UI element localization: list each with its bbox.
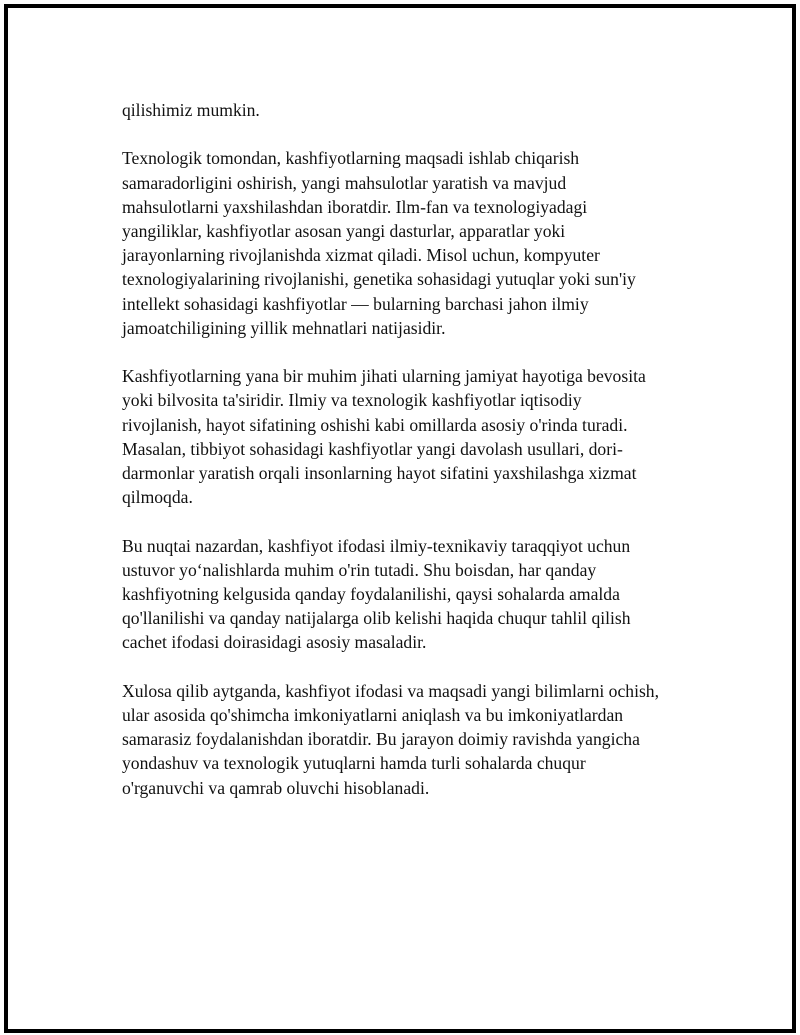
paragraph-2: Texnologik tomondan, kashfiyotlarning maqsadi ishlab chiqarish samaradorligini oshirish, yangi mahsulotlar yaratish va mavjud mahsulotlarni yaxshilashdan iboratdir. Ilm-fan va texnologiyadagi yangiliklar, kashfiyotlar asosan yangi dasturlar, apparatlar yoki jarayonlarning rivojlanishda xizmat qiladi. Misol uchun, kompyuter texnologiyalarining rivojlanishi, genetika sohasidagi yutuqlar yoki sun'iy intellekt sohasidagi kashfiyotlar — bularning barchasi jahon ilmiy jamoatchiligining yillik mehnatlari natijasidir. — [122, 148, 636, 338]
paragraph-5: Xulosa qilib aytganda, kashfiyot ifodasi va maqsadi yangi bilimlarni ochish, ular asosida qo'shimcha imkoniyatlarni aniqlash va bu imkoniyatlardan samarasiz foydalanishdan iboratdir. Bu jarayon doimiy ravishda yangicha yondashuv va texnologik yutuqlarni hamda turli sohalarda chuqur o'rganuvchi va qamrab oluvchi hisoblanadi. — [122, 680, 659, 798]
paragraph-1: qilishimiz mumkin. — [122, 100, 260, 120]
paragraph-3: Kashfiyotlarning yana bir muhim jihati ularning jamiyat hayotiga bevosita yoki bilvosita ta'siridir. Ilmiy va texnologik kashfiyotlar iqtisodiy rivojlanish, hayot sifatining oshishi kabi omillarda asosiy o'rinda turadi. Masalan, tibbiyot sohasidagi kashfiyotlar yangi davolash usullari, dori- darmonlar yaratish orqali insonlarning hayot sifatini yaxshilashga xizmat qilmoqda. — [122, 366, 646, 508]
document-body — [122, 98, 722, 824]
document-page — [4, 4, 796, 1033]
paragraph-4: Bu nuqtai nazardan, kashfiyot ifodasi ilmiy-texnikaviy taraqqiyot uchun ustuvor yo‘nalishlarda muhim o'rin tutadi. Shu boisdan, har qanday kashfiyotning kelgusida qanday foydalanilishi, qaysi sohalarda amalda qo'llanilishi va qanday natijalarga olib kelishi haqida chuqur tahlil qilish cachet ifodasi doirasidagi asosiy masaladir. — [122, 535, 631, 653]
